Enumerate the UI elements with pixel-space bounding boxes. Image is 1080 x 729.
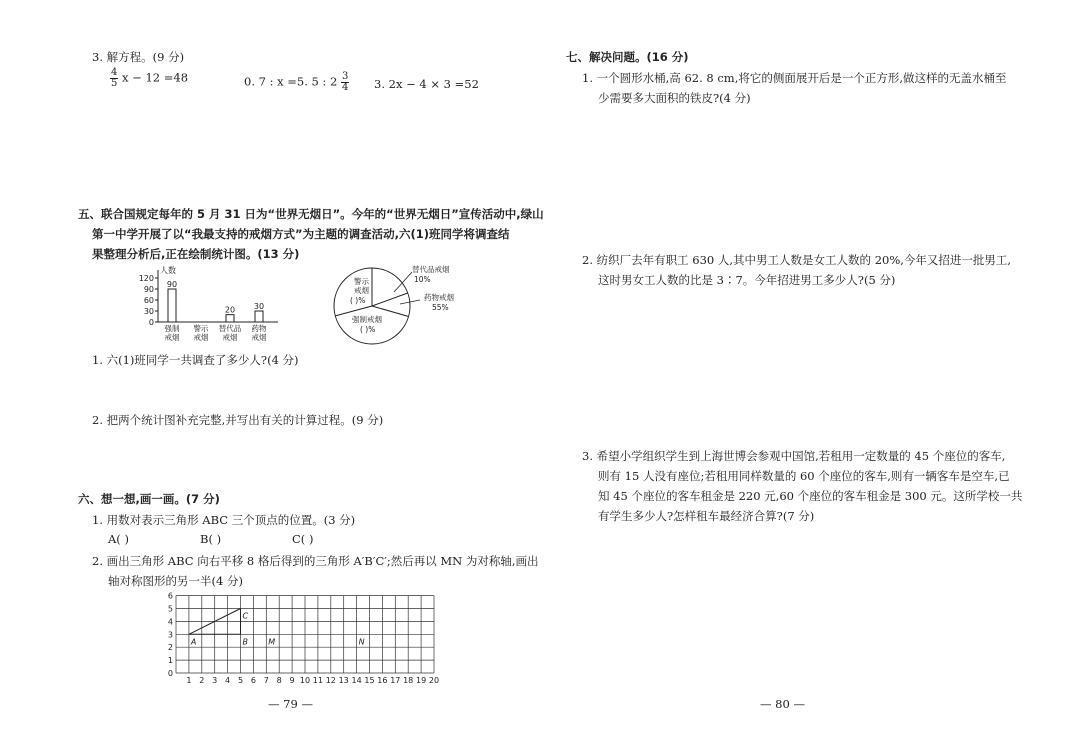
section-6-question-2-line-1: 2. 画出三角形 ABC 向右平移 8 格后得到的三角形 A′B′C′;然后再以 MN 为对称轴,画出 <box>92 554 539 568</box>
section-5-line-2: 第一中学开展了以“我最支持的戒烟方式”为主题的调查活动,六(1)班同学将调查结 <box>92 227 510 241</box>
x-tick-label: 19 <box>416 676 427 685</box>
x-tick-label: 6 <box>250 676 256 685</box>
bar <box>226 315 234 322</box>
pie-label: 55% <box>432 303 449 312</box>
question-3-line-3: 知 45 个座位的客车租金是 220 元,60 个座位的客车租金是 300 元。这所学校一共 <box>598 489 1023 503</box>
pie-label: 戒烟 <box>354 286 369 295</box>
pie-label: 10% <box>414 275 431 284</box>
bar <box>168 289 176 322</box>
section-5-line-1: 五、联合国规定每年的 5 月 31 日为“世界无烟日”。今年的“世界无烟日”宣传活动中,绿山 <box>78 207 544 221</box>
x-tick-label: 18 <box>403 676 414 685</box>
page-number-left: — 79 — <box>268 697 313 711</box>
y-axis-label: 人数 <box>160 266 176 275</box>
y-tick-label: 120 <box>138 274 154 283</box>
y-tick-label: 2 <box>167 643 173 653</box>
x-tick-label: 16 <box>377 676 388 685</box>
question-3-line-1: 3. 希望小学组织学生到上海世博会参观中国馆,若租用一定数量的 45 个座位的客车, <box>582 449 1006 463</box>
x-tick-label: 9 <box>289 676 295 685</box>
category-label: 戒烟 <box>222 333 238 342</box>
question-1-line-1: 1. 一个圆形水桶,高 62. 8 cm,将它的侧面展开后是一个正方形,做这样的无盖水桶至 <box>582 71 1007 85</box>
pie-label: ( )% <box>360 325 376 334</box>
answer-a: A( ) <box>108 532 129 546</box>
point-label: B <box>242 637 248 647</box>
x-tick-label: 17 <box>390 676 401 685</box>
y-tick-label: 0 <box>167 669 173 678</box>
x-tick-label: 7 <box>263 676 269 685</box>
section-6-question-1: 1. 用数对表示三角形 ABC 三个顶点的位置。(3 分) <box>92 513 356 527</box>
point-label: C <box>242 611 249 621</box>
equation-2: 0. 7 : x =5. 5 : 2 $\frac{3}{4}$ <box>244 71 349 93</box>
x-tick-label: 8 <box>276 676 282 685</box>
x-tick-label: 2 <box>199 676 205 685</box>
category-label: 戒烟 <box>193 333 209 342</box>
y-tick-label: 0 <box>148 318 154 327</box>
section-5-question-1: 1. 六(1)班同学一共调查了多少人?(4 分) <box>92 353 299 367</box>
section-6-heading: 六、想一想,画一画。(7 分) <box>78 492 220 506</box>
pie-chart <box>320 262 480 346</box>
pie-label: 警示 <box>354 277 369 286</box>
answer-b: B( ) <box>200 532 222 546</box>
y-tick-label: 3 <box>167 630 173 640</box>
pie-label: 强制戒烟 <box>352 315 382 324</box>
answer-c: C( ) <box>292 532 314 546</box>
y-tick-label: 5 <box>167 604 173 614</box>
x-tick-label: 20 <box>428 676 440 685</box>
y-tick-label: 30 <box>143 307 154 316</box>
x-tick-label: 11 <box>312 676 323 685</box>
section-7-heading: 七、解决问题。(16 分) <box>566 50 689 64</box>
question-3-line-2: 则有 15 人没有座位;若租用同样数量的 60 个座位的客车,则有一辆客车是空车,已 <box>598 469 1010 483</box>
y-tick-label: 6 <box>167 591 173 601</box>
bar <box>255 311 263 322</box>
x-tick-label: 12 <box>325 676 336 685</box>
point-label: A <box>190 637 197 647</box>
page-number-right: — 80 — <box>760 697 805 711</box>
category-label: 强制 <box>164 324 180 333</box>
bar-chart <box>128 264 288 346</box>
section-5-line-3: 果整理分析后,正在绘制统计图。(13 分) <box>92 247 300 261</box>
y-tick-label: 4 <box>167 617 173 627</box>
x-tick-label: 15 <box>364 676 375 685</box>
section-6-question-2-line-2: 轴对称图形的另一半(4 分) <box>108 574 243 588</box>
y-tick-label: 1 <box>167 656 173 666</box>
y-tick-label: 90 <box>143 285 154 294</box>
category-label: 替代品 <box>218 324 242 333</box>
pie-label: 药物戒烟 <box>424 293 454 302</box>
point-label: N <box>358 637 365 647</box>
x-tick-label: 5 <box>237 676 244 685</box>
coordinate-grid <box>160 590 450 686</box>
question-2-line-1: 2. 纺织厂去年有职工 630 人,其中男工人数是女工人数的 20%,今年又招进一批男工, <box>582 253 1012 267</box>
point-label: M <box>268 637 276 647</box>
section-3-heading: 3. 解方程。(9 分) <box>92 50 185 64</box>
data-label: 30 <box>253 302 265 311</box>
section-5-question-2: 2. 把两个统计图补充完整,并写出有关的计算过程。(9 分) <box>92 413 384 427</box>
question-3-line-4: 有学生多少人?怎样租车最经济合算?(7 分) <box>598 509 815 523</box>
data-label: 20 <box>224 305 236 315</box>
fraction: $\frac{4}{5}$ <box>111 67 118 89</box>
x-tick-label: 14 <box>351 676 362 685</box>
equation-3: 3. 2x − 4 × 3 =52 <box>374 77 479 91</box>
x-tick-label: 4 <box>225 676 231 685</box>
question-2-line-2: 这时男女工人数的比是 3∶7。今年招进男工多少人?(5 分) <box>598 273 896 287</box>
leader-line <box>394 272 412 292</box>
category-label: 戒烟 <box>164 333 180 342</box>
equation-1: $\frac{4}{5}$ x − 12 =48 <box>111 67 189 89</box>
pie-label: ( )% <box>350 296 366 305</box>
pie-divider <box>372 293 408 306</box>
question-1-line-2: 少需要多大面积的铁皮?(4 分) <box>598 91 751 105</box>
y-tick-label: 60 <box>143 296 154 305</box>
pie-label: 替代品戒烟 <box>412 265 450 274</box>
x-tick-label: 1 <box>186 676 192 685</box>
x-tick-label: 13 <box>338 676 349 685</box>
x-tick-label: 3 <box>212 676 218 685</box>
category-label: 警示 <box>193 324 209 333</box>
x-tick-label: 10 <box>299 676 311 685</box>
category-label: 药物 <box>251 324 267 333</box>
category-label: 戒烟 <box>251 333 267 342</box>
data-label: 90 <box>166 280 178 289</box>
